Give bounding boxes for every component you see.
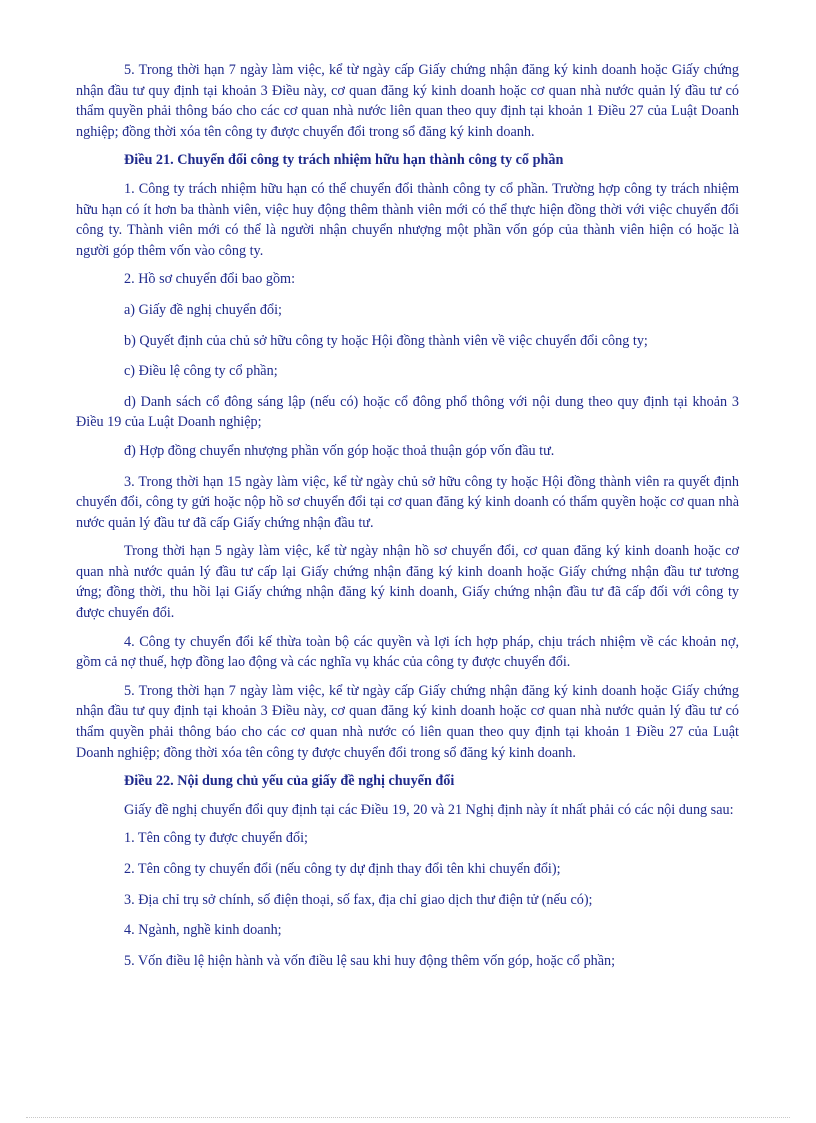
- article-22-heading: Điều 22. Nội dung chủ yếu của giấy đề nghị chuyển đổi: [124, 773, 455, 790]
- list-item: đ) Hợp đồng chuyển nhượng phần vốn góp hoặc thoả thuận góp vốn đầu tư.: [124, 442, 555, 459]
- paragraph: 5. Trong thời hạn 7 ngày làm việc, kể từ ngày cấp Giấy chứng nhận đăng ký kinh doanh hoặc Giấy chứng nhận đầu tư quy định tại khoản 3 Điều này, cơ quan đăng ký kinh doanh hoặc cơ quan nhà nước quản lý đầu tư có thẩm quyền phải thông báo cho các cơ quan nhà nước liên quan theo quy định tại khoản 1 Điều 27 của Luật Doanh nghiệp; đồng thời xóa tên công ty được chuyển đổi trong sổ đăng ký kinh doanh.: [76, 62, 739, 140]
- list-item: 2. Tên công ty chuyển đổi (nếu công ty dự định thay đổi tên khi chuyển đổi);: [124, 861, 561, 877]
- page-bottom-divider: [26, 1117, 790, 1118]
- list-item: 1. Tên công ty được chuyển đổi;: [124, 830, 308, 847]
- list-item: a) Giấy đề nghị chuyển đổi;: [124, 301, 282, 318]
- paragraph: 5. Trong thời hạn 7 ngày làm việc, kể từ ngày cấp Giấy chứng nhận đăng ký kinh doanh hoặc Giấy chứng nhận đầu tư quy định tại khoản 3 Điều này, cơ quan đăng ký kinh doanh hoặc cơ quan nhà nước quản lý đầu tư có thẩm quyền phải thông báo cho các cơ quan nhà nước có liên quan theo quy định tại khoản 1 Điều 27 của Luật Doanh nghiệp; đồng thời xóa tên công ty được chuyển đổi trong sổ đăng ký kinh doanh.: [76, 682, 739, 761]
- list-item: c) Điều lệ công ty cổ phần;: [124, 363, 278, 380]
- list-item: 4. Ngành, nghề kinh doanh;: [124, 922, 282, 939]
- list-item: 2. Hồ sơ chuyển đổi bao gồm:: [124, 271, 296, 288]
- list-item: 3. Địa chỉ trụ sở chính, số điện thoại, số fax, địa chỉ giao dịch thư điện tử (nếu có);: [124, 891, 593, 908]
- paragraph: 3. Trong thời hạn 15 ngày làm việc, kể từ ngày chủ sở hữu công ty hoặc Hội đồng thành viên ra quyết định chuyển đổi, công ty gửi hoặc nộp hồ sơ chuyển đổi tại cơ quan đăng ký kinh doanh có thẩm quyền hoặc cơ quan nhà nước quản lý đầu tư đã cấp Giấy chứng nhận đầu tư.: [76, 473, 739, 531]
- article-21-heading: Điều 21. Chuyển đổi công ty trách nhiệm hữu hạn thành công ty cổ phần: [124, 152, 564, 169]
- paragraph: 1. Công ty trách nhiệm hữu hạn có thể chuyển đổi thành công ty cổ phần. Trường hợp công ty trách nhiệm hữu hạn có ít hơn ba thành viên, việc huy động thêm thành viên mới có thể thực hiện đồng thời với việc chuyển đổi công ty. Thành viên mới có thể là người nhận chuyển nhượng một phần vốn góp của thành viên hiện có hoặc là người góp thêm vốn vào công ty.: [76, 180, 739, 259]
- paragraph: 4. Công ty chuyển đổi kế thừa toàn bộ các quyền và lợi ích hợp pháp, chịu trách nhiệm về các khoản nợ, gồm cả nợ thuế, hợp đồng lao động và các nghĩa vụ khác của công ty được chuyển đổi.: [76, 633, 739, 671]
- document-page: [76, 60, 739, 981]
- paragraph: Giấy đề nghị chuyển đổi quy định tại các Điều 19, 20 và 21 Nghị định này ít nhất phải có các nội dung sau:: [124, 801, 734, 818]
- list-item: 5. Vốn điều lệ hiện hành và vốn điều lệ sau khi huy động thêm vốn góp, hoặc cổ phần;: [124, 952, 616, 969]
- list-item: b) Quyết định của chủ sở hữu công ty hoặc Hội đồng thành viên về việc chuyển đổi công ty;: [124, 332, 648, 349]
- paragraph: Trong thời hạn 5 ngày làm việc, kể từ ngày nhận hồ sơ chuyển đổi, cơ quan đăng ký kinh doanh hoặc cơ quan nhà nước quản lý đầu tư cấp lại Giấy chứng nhận đăng ký kinh doanh hoặc Giấy chứng nhận đầu tư tương ứng; đồng thời, thu hồi lại Giấy chứng nhận đăng ký kinh doanh, Giấy chứng nhận đầu tư đã cấp đối với công ty được chuyển đổi.: [76, 543, 739, 622]
- paragraph: d) Danh sách cổ đông sáng lập (nếu có) hoặc cổ đông phổ thông với nội dung theo quy định tại khoản 3 Điều 19 của Luật Doanh nghiệp;: [76, 393, 739, 431]
